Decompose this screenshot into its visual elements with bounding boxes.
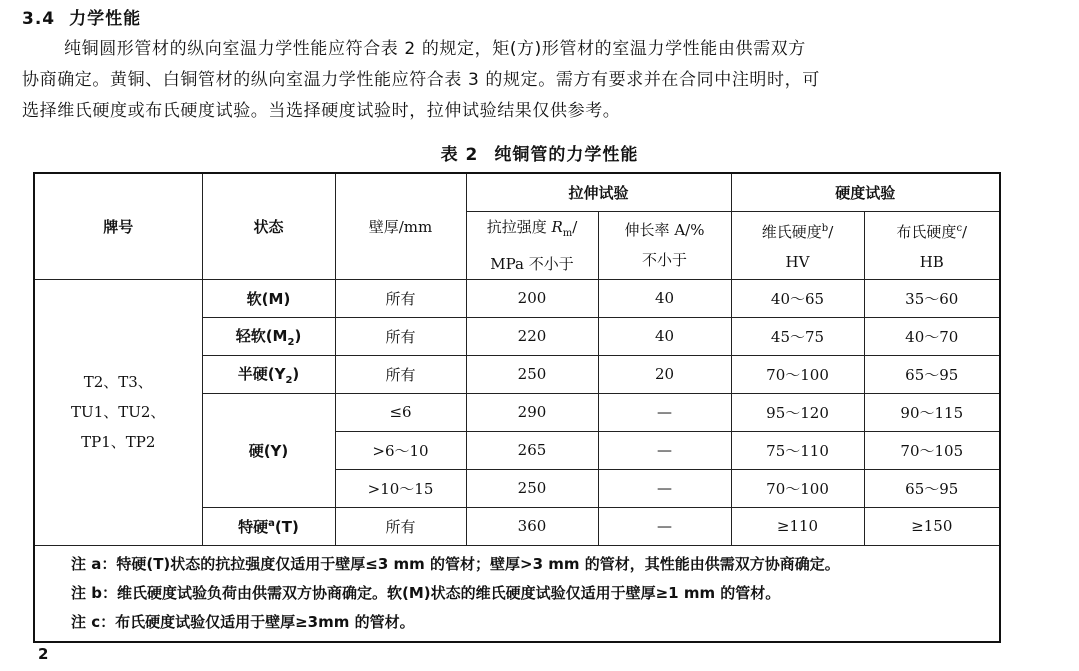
paragraph-line: 协商确定。黄铜、白铜管材的纵向室温力学性能应符合表 3 的规定。需方有要求并在合同中注明时，可 [22, 70, 820, 90]
note-c: 注 c：布氏硬度试验仅适用于壁厚≥3mm 的管材。 [71, 612, 415, 631]
section-title: 力学性能 [69, 9, 142, 29]
temper-cell: 软(M) [202, 279, 335, 317]
paragraph-line: 选择维氏硬度或布氏硬度试验。当选择硬度试验时，拉伸试验结果仅供参考。 [22, 101, 621, 121]
table-notes [34, 545, 1000, 642]
header-vickers: 维氏硬度$^b$/ HV [731, 211, 864, 279]
hb-cell: 35～60 [864, 279, 1000, 317]
hv-cell: 40～65 [731, 279, 864, 317]
thickness-cell: 所有 [335, 317, 466, 355]
header-tensile-strength: 抗拉强度 $R_m/$ MPa 不小于 [466, 211, 598, 279]
hv-cell: 70～100 [731, 355, 864, 393]
elongation-cell: — [598, 469, 731, 507]
header-brinell: 布氏硬度$^c$/ HB [864, 211, 1000, 279]
hb-cell: 40～70 [864, 317, 1000, 355]
grade-cell: T2、T3、 TU1、TU2、 TP1、TP2 [34, 279, 202, 545]
body-paragraph [22, 34, 1012, 127]
rm-cell: 220 [466, 317, 598, 355]
properties-table [33, 172, 1001, 643]
hv-cell: 45～75 [731, 317, 864, 355]
thickness-cell: >6～10 [335, 431, 466, 469]
paragraph-line: 纯铜圆形管材的纵向室温力学性能应符合表 2 的规定，矩(方)形管材的室温力学性能由供需双方 [64, 39, 806, 59]
elongation-cell: 20 [598, 355, 731, 393]
thickness-cell: 所有 [335, 507, 466, 545]
note-b: 注 b：维氏硬度试验负荷由供需双方协商确定。软(M)状态的维氏硬度试验仅适用于壁厚≥1 mm 的管材。 [71, 583, 781, 602]
hb-cell: 65～95 [864, 469, 1000, 507]
header-temper: 状态 [202, 173, 335, 279]
hb-cell: 90～115 [864, 393, 1000, 431]
rm-cell: 250 [466, 355, 598, 393]
elongation-cell: — [598, 431, 731, 469]
temper-cell-hard: 硬(Y) [202, 393, 335, 507]
elongation-cell: — [598, 393, 731, 431]
header-thickness: 壁厚/mm [335, 173, 466, 279]
page-number: 2 [38, 645, 49, 663]
table-number: 表 2 [440, 145, 479, 165]
rm-cell: 265 [466, 431, 598, 469]
table-title: 纯铜管的力学性能 [494, 145, 639, 165]
section-heading [22, 4, 141, 29]
rm-cell: 200 [466, 279, 598, 317]
rm-cell: 250 [466, 469, 598, 507]
table-caption [0, 140, 1079, 165]
note-a: 注 a：特硬(T)状态的抗拉强度仅适用于壁厚≤3 mm 的管材；壁厚>3 mm 的管材，其性能由供需双方协商确定。 [71, 554, 840, 573]
thickness-cell: 所有 [335, 279, 466, 317]
hb-cell: 65～95 [864, 355, 1000, 393]
thickness-cell: 所有 [335, 355, 466, 393]
hv-cell: ≥110 [731, 507, 864, 545]
hb-cell: 70～105 [864, 431, 1000, 469]
elongation-cell: 40 [598, 317, 731, 355]
thickness-cell: >10～15 [335, 469, 466, 507]
header-grade: 牌号 [34, 173, 202, 279]
thickness-cell: ≤6 [335, 393, 466, 431]
temper-cell: 特硬$^a$(T) [202, 507, 335, 545]
hv-cell: 70～100 [731, 469, 864, 507]
temper-cell: 轻软$(M_2)$ [202, 317, 335, 355]
hv-cell: 95～120 [731, 393, 864, 431]
temper-cell: 半硬$(Y_2)$ [202, 355, 335, 393]
section-number: 3.4 [22, 9, 56, 29]
header-hardness-test: 硬度试验 [731, 173, 1000, 211]
header-elongation: 伸长率 A/% 不小于 [598, 211, 731, 279]
header-tensile-test: 拉伸试验 [466, 173, 731, 211]
elongation-cell: — [598, 507, 731, 545]
hb-cell: ≥150 [864, 507, 1000, 545]
elongation-cell: 40 [598, 279, 731, 317]
rm-cell: 290 [466, 393, 598, 431]
table-row [34, 279, 1000, 317]
rm-cell: 360 [466, 507, 598, 545]
hv-cell: 75～110 [731, 431, 864, 469]
